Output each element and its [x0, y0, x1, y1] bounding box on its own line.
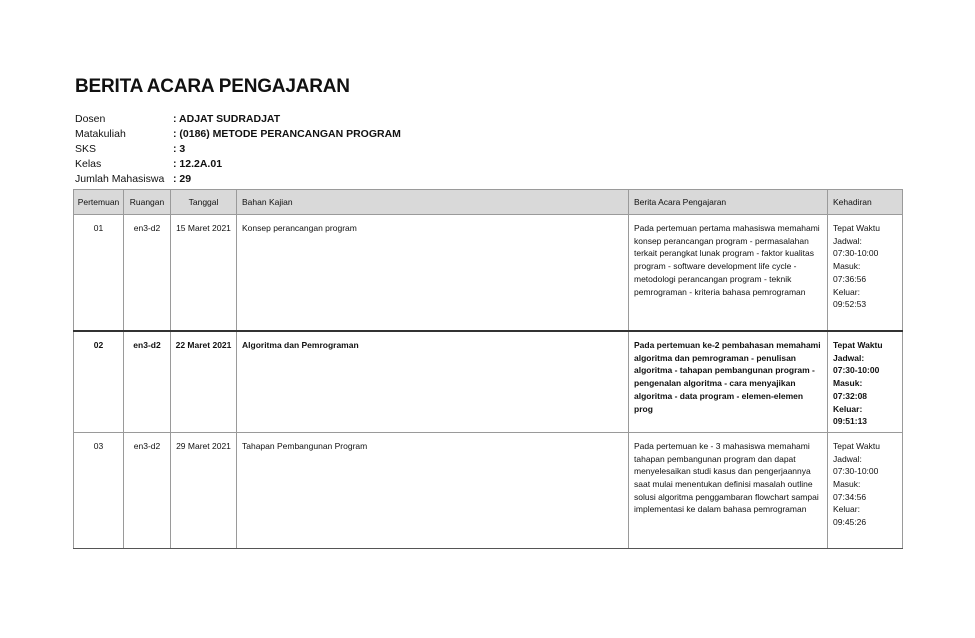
cell-ruangan: en3-d2	[124, 432, 171, 548]
meta-row-kelas	[75, 157, 401, 172]
kehadiran-masuk-value: 07:32:08	[833, 390, 868, 401]
kehadiran-masuk-label: Masuk:	[833, 261, 861, 272]
cell-tanggal: 22 Maret 2021	[171, 331, 237, 432]
meta-value: : 12.2A.01	[173, 158, 223, 170]
kehadiran-jadwal-label: Jadwal:	[833, 235, 862, 246]
cell-pertemuan: 01	[74, 215, 124, 332]
meta-row-matakuliah	[75, 127, 401, 142]
kehadiran-keluar-label: Keluar:	[833, 403, 863, 414]
cell-kehadiran	[828, 432, 903, 548]
cell-tanggal: 15 Maret 2021	[171, 215, 237, 332]
table-row	[74, 215, 903, 332]
cell-ruangan: en3-d2	[124, 331, 171, 432]
course-info	[75, 112, 401, 187]
kehadiran-jadwal-label: Jadwal:	[833, 352, 865, 363]
meta-row-jumlah-mahasiswa	[75, 172, 401, 187]
kehadiran-status: Tepat Waktu	[833, 340, 883, 350]
cell-berita-acara: Pada pertemuan ke - 3 mahasiswa memahami tahapan pembangunan program dan dapat menyelesaikan studi kasus dan pengerjaannya saat mulai menentukan definisi masalah outline solusi algoritma penggambaran flowchart sampai implementasi ke dalam bahasa pemrograman	[629, 432, 828, 548]
kehadiran-masuk-label: Masuk:	[833, 479, 861, 490]
table-row	[74, 331, 903, 432]
kehadiran-keluar-label: Keluar:	[833, 286, 860, 297]
kehadiran-jadwal-value: 07:30-10:00	[833, 248, 879, 259]
column-header-kehadiran: Kehadiran	[828, 190, 903, 215]
kehadiran-masuk-value: 07:34:56	[833, 491, 867, 502]
column-header-tanggal: Tanggal	[171, 190, 237, 215]
meta-label: Kelas	[75, 158, 102, 170]
kehadiran-keluar-value: 09:52:53	[833, 299, 867, 310]
cell-tanggal: 29 Maret 2021	[171, 432, 237, 548]
meta-value: : ADJAT SUDRADJAT	[173, 113, 281, 125]
column-header-pertemuan: Pertemuan	[74, 190, 124, 215]
meta-label: Dosen	[75, 113, 106, 125]
kehadiran-status: Tepat Waktu	[833, 223, 880, 233]
cell-bahan-kajian: Tahapan Pembangunan Program	[237, 432, 629, 548]
cell-pertemuan: 03	[74, 432, 124, 548]
teaching-log-table	[73, 189, 903, 549]
kehadiran-jadwal-value: 07:30-10:00	[833, 365, 880, 376]
meta-value: : 3	[173, 143, 186, 155]
table-header-row	[74, 190, 903, 215]
cell-ruangan: en3-d2	[124, 215, 171, 332]
kehadiran-jadwal-value: 07:30-10:00	[833, 466, 879, 477]
cell-bahan-kajian: Algoritma dan Pemrograman	[237, 331, 629, 432]
kehadiran-jadwal-label: Jadwal:	[833, 453, 862, 464]
column-header-bahan-kajian: Bahan Kajian	[237, 190, 629, 215]
cell-berita-acara: Pada pertemuan pertama mahasiswa memahami konsep perancangan program - permasalahan terkait perangkat lunak program - faktor kualitas program - software development life cycle - metodologi perancangan program - teknik pemrograman - kriteria bahasa pemrograman	[629, 215, 828, 332]
kehadiran-keluar-label: Keluar:	[833, 504, 860, 515]
meta-label: Matakuliah	[75, 128, 126, 140]
kehadiran-status: Tepat Waktu	[833, 440, 880, 451]
kehadiran-masuk-value: 07:36:56	[833, 273, 867, 284]
kehadiran-keluar-value: 09:45:26	[833, 517, 867, 528]
meta-label: SKS	[75, 143, 97, 155]
meta-row-sks	[75, 142, 401, 157]
column-header-ruangan: Ruangan	[124, 190, 171, 215]
meta-row-dosen	[75, 112, 401, 127]
meta-value: : 29	[173, 173, 192, 185]
cell-pertemuan: 02	[74, 331, 124, 432]
table-row	[74, 432, 903, 548]
cell-bahan-kajian: Konsep perancangan program	[237, 215, 629, 332]
kehadiran-masuk-label: Masuk:	[833, 378, 863, 389]
kehadiran-keluar-value: 09:51:13	[833, 416, 868, 427]
cell-kehadiran	[828, 331, 903, 432]
meta-label: Jumlah Mahasiswa	[75, 173, 165, 185]
cell-berita-acara: Pada pertemuan ke-2 pembahasan memahami algoritma dan pemrograman - penulisan algoritma - tahapan pembangunan program - pengenalan algoritma - cara menyajikan algoritma - data program - elemen-elemen prog	[629, 331, 828, 432]
meta-value: : (0186) METODE PERANCANGAN PROGRAM	[173, 128, 401, 140]
page-title: BERITA ACARA PENGAJARAN	[75, 76, 350, 97]
cell-kehadiran	[828, 215, 903, 332]
column-header-berita-acara: Berita Acara Pengajaran	[629, 190, 828, 215]
